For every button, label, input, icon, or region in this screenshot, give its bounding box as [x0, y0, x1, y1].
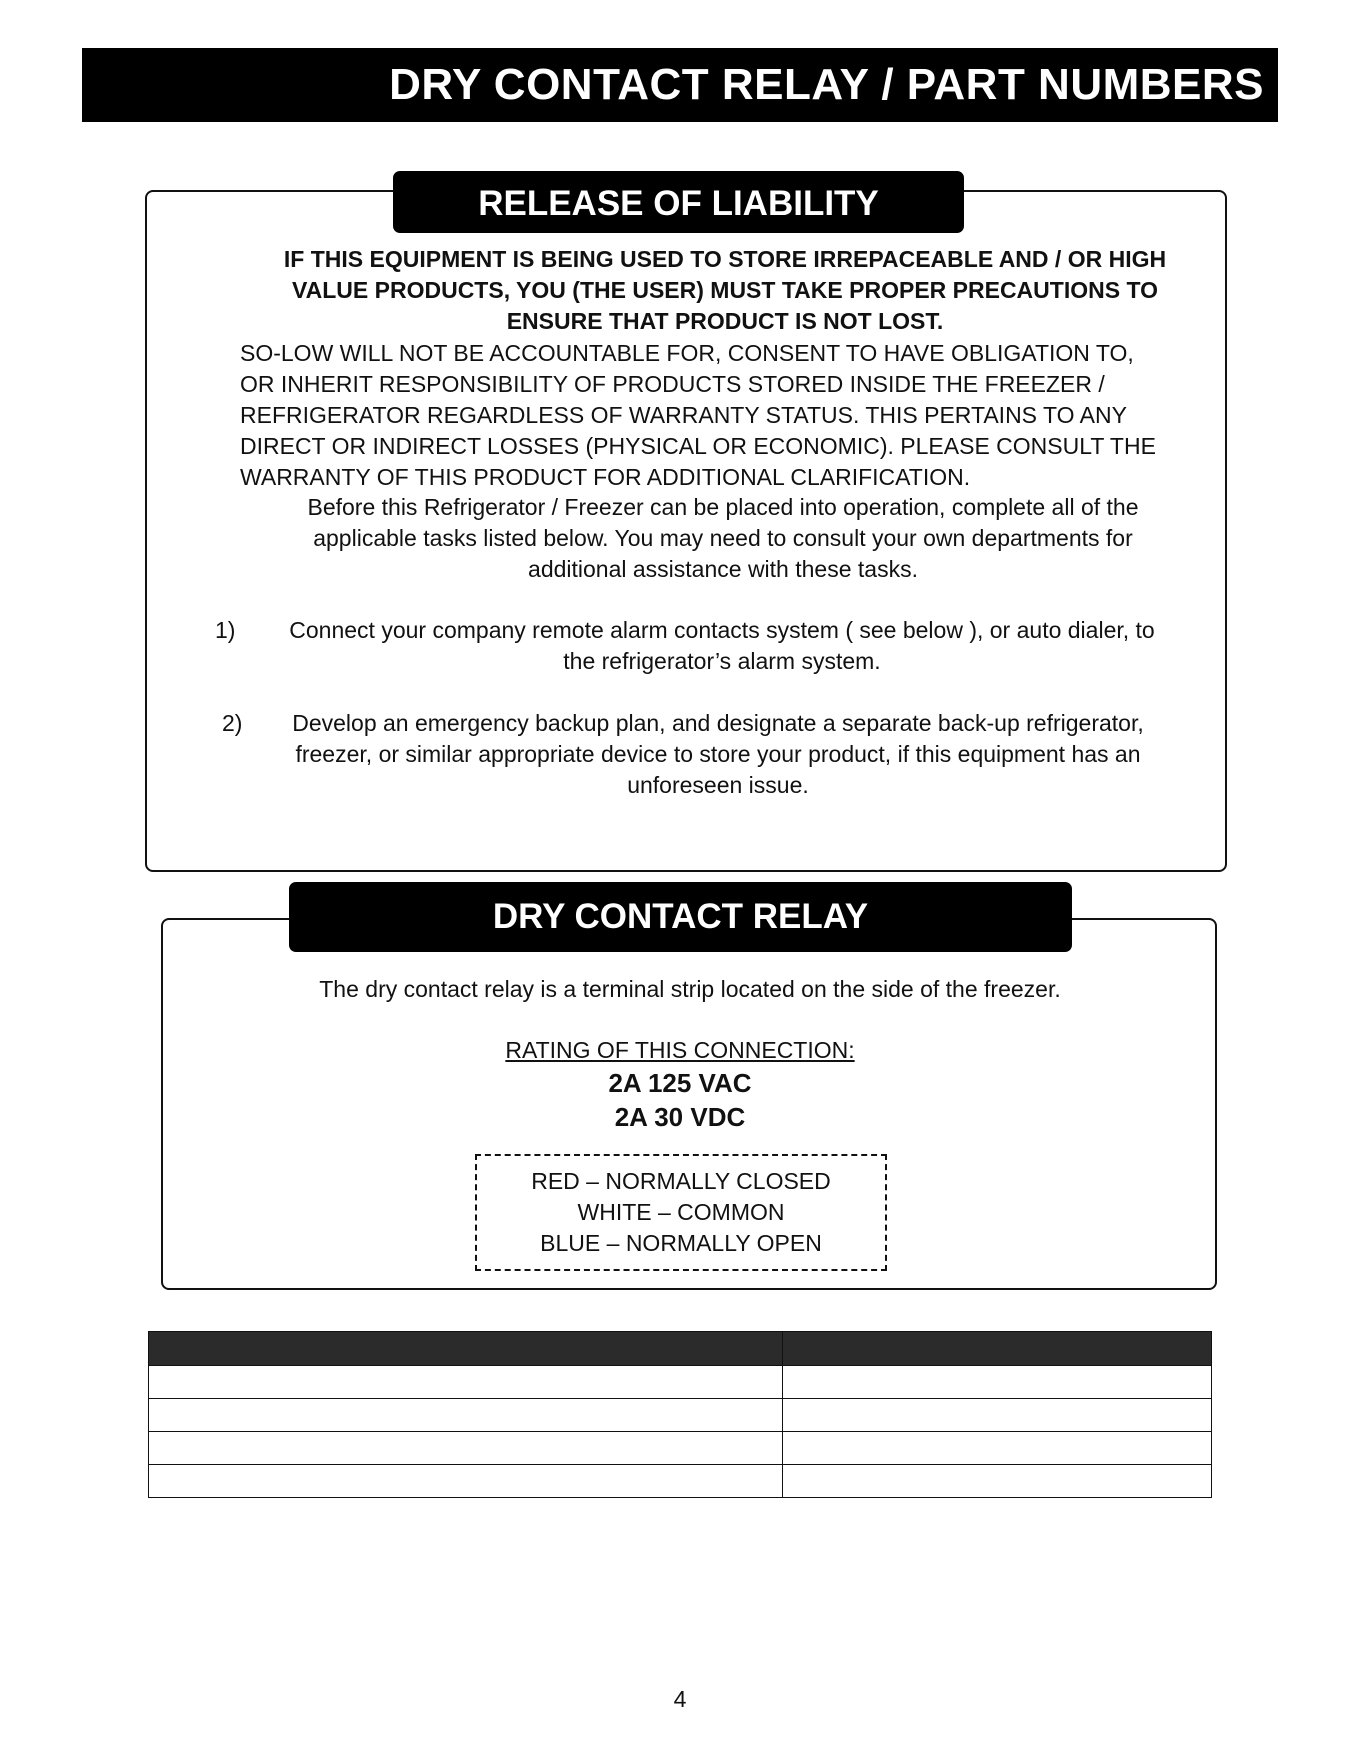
relay-description: The dry contact relay is a terminal strip located on the side of the freezer. [319, 976, 1061, 1002]
table-cell [783, 1366, 1212, 1399]
table-cell [149, 1465, 783, 1498]
table-row [149, 1432, 1212, 1465]
task-line: the refrigerator’s alarm system. [563, 648, 881, 674]
page-title: DRY CONTACT RELAY / PART NUMBERS [82, 48, 1278, 122]
task-line: unforeseen issue. [627, 772, 809, 798]
warning-line: ENSURE THAT PRODUCT IS NOT LOST. [506, 308, 944, 334]
operation-intro [268, 492, 1178, 585]
table-row [149, 1399, 1212, 1432]
part-numbers-table [148, 1331, 1212, 1498]
rating-heading: RATING OF THIS CONNECTION: [505, 1037, 855, 1063]
disclaimer-line: REFRIGERATOR REGARDLESS OF WARRANTY STATUS. THIS PERTAINS TO ANY [240, 402, 1127, 428]
liability-warning [245, 244, 1205, 337]
dry-contact-relay-heading: DRY CONTACT RELAY [289, 882, 1072, 952]
table-cell [149, 1432, 783, 1465]
table-header-row [149, 1332, 1212, 1366]
table-cell [149, 1366, 783, 1399]
release-of-liability-heading: RELEASE OF LIABILITY [393, 171, 964, 233]
warning-line: VALUE PRODUCTS, YOU (THE USER) MUST TAKE PROPER PRECAUTIONS TO [292, 277, 1158, 303]
task-line: Connect your company remote alarm contacts system ( see below ), or auto dialer, to [289, 617, 1155, 643]
task-line: freezer, or similar appropriate device to store your product, if this equipment has an [295, 741, 1141, 767]
table-cell [783, 1465, 1212, 1498]
task-line: Develop an emergency backup plan, and designate a separate back-up refrigerator, [292, 710, 1144, 736]
disclaimer-line: WARRANTY OF THIS PRODUCT FOR ADDITIONAL CLARIFICATION. [240, 464, 971, 490]
task-number: 2) [222, 710, 243, 736]
warning-line: IF THIS EQUIPMENT IS BEING USED TO STORE IRREPACEABLE AND / OR HIGH [283, 246, 1167, 272]
intro-line: Before this Refrigerator / Freezer can be placed into operation, complete all of the [307, 494, 1139, 520]
table-cell [783, 1399, 1212, 1432]
disclaimer-line: SO-LOW WILL NOT BE ACCOUNTABLE FOR, CONSENT TO HAVE OBLIGATION TO, [240, 340, 1134, 366]
task-number: 1) [215, 617, 236, 643]
intro-line: additional assistance with these tasks. [528, 556, 918, 582]
disclaimer-line: OR INHERIT RESPONSIBILITY OF PRODUCTS STORED INSIDE THE FREEZER / [240, 371, 1105, 397]
table-row [149, 1465, 1212, 1498]
wire-blue-label: BLUE – NORMALLY OPEN [540, 1230, 822, 1256]
disclaimer-line: DIRECT OR INDIRECT LOSSES (PHYSICAL OR ECONOMIC). PLEASE CONSULT THE [240, 433, 1156, 459]
wire-color-legend [475, 1154, 887, 1271]
rating-value: 2A 125 VAC [608, 1068, 752, 1098]
task-item [258, 708, 1178, 801]
liability-disclaimer [240, 338, 1220, 493]
intro-line: applicable tasks listed below. You may need to consult your own departments for [313, 525, 1133, 551]
table-row [149, 1366, 1212, 1399]
task-item [252, 615, 1192, 677]
table-header-cell [783, 1332, 1212, 1366]
table-cell [783, 1432, 1212, 1465]
page-number: 4 [673, 1686, 687, 1712]
wire-red-label: RED – NORMALLY CLOSED [531, 1168, 831, 1194]
table-cell [149, 1399, 783, 1432]
table-header-cell [149, 1332, 783, 1366]
rating-value: 2A 30 VDC [614, 1102, 746, 1132]
wire-white-label: WHITE – COMMON [577, 1199, 785, 1225]
